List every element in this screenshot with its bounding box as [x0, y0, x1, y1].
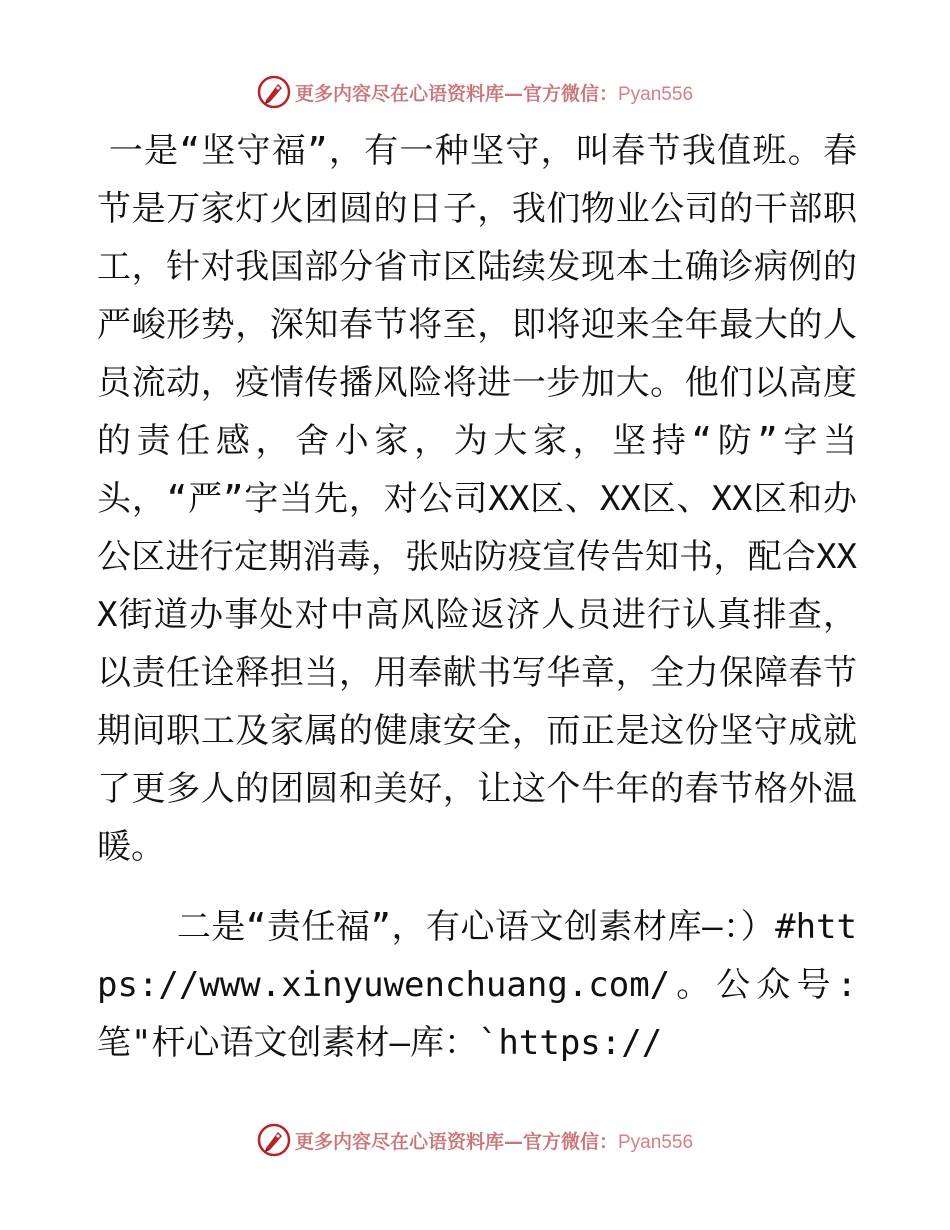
paragraph-2: 二是“责任福”，有心语文创素材库—：）#https://www.xinyuwenchuang.com/。公众号:笔"杆心语文创素材—库：`https://	[97, 907, 857, 1063]
footer-banner-text	[295, 1127, 693, 1154]
footer-banner-text-cn: 更多内容尽在心语资料库—官方微信：	[294, 1130, 618, 1153]
header-banner-wechat-id: Pyan556	[618, 83, 694, 105]
footer-banner	[0, 1120, 950, 1160]
header-banner	[0, 72, 950, 112]
header-banner-text	[295, 79, 693, 106]
footer-banner-wechat-id: Pyan556	[618, 1131, 694, 1153]
red-pen-nib-logo-icon	[257, 1123, 291, 1157]
header-banner-text-cn: 更多内容尽在心语资料库—官方微信：	[294, 82, 618, 105]
paragraph-1: 一是“坚守福”，有一种坚守，叫春节我值班。春节是万家灯火团圆的日子，我们物业公司的干部职工，针对我国部分省市区陆续发现本土确诊病例的严峻形势，深知春节将至，即将迎来全年最大的人员流动，疫情传播风险将进一步加大。他们以高度的责任感，舍小家，为大家，坚持“防”字当头，“严”字当先，对公司XX区、XX区、XX区和办公区进行定期消毒，张贴防疫宣传告知书，配合XXX街道办事处对中高风险返济人员进行认真排查，以责任诠释担当，用奉献书写华章，全力保障春节期间职工及家属的健康安全，而正是这份坚守成就了更多人的团圆和美好，让这个牛年的春节格外温暖。	[97, 131, 857, 867]
document-body	[97, 122, 857, 1072]
red-pen-nib-logo-icon	[257, 75, 291, 109]
